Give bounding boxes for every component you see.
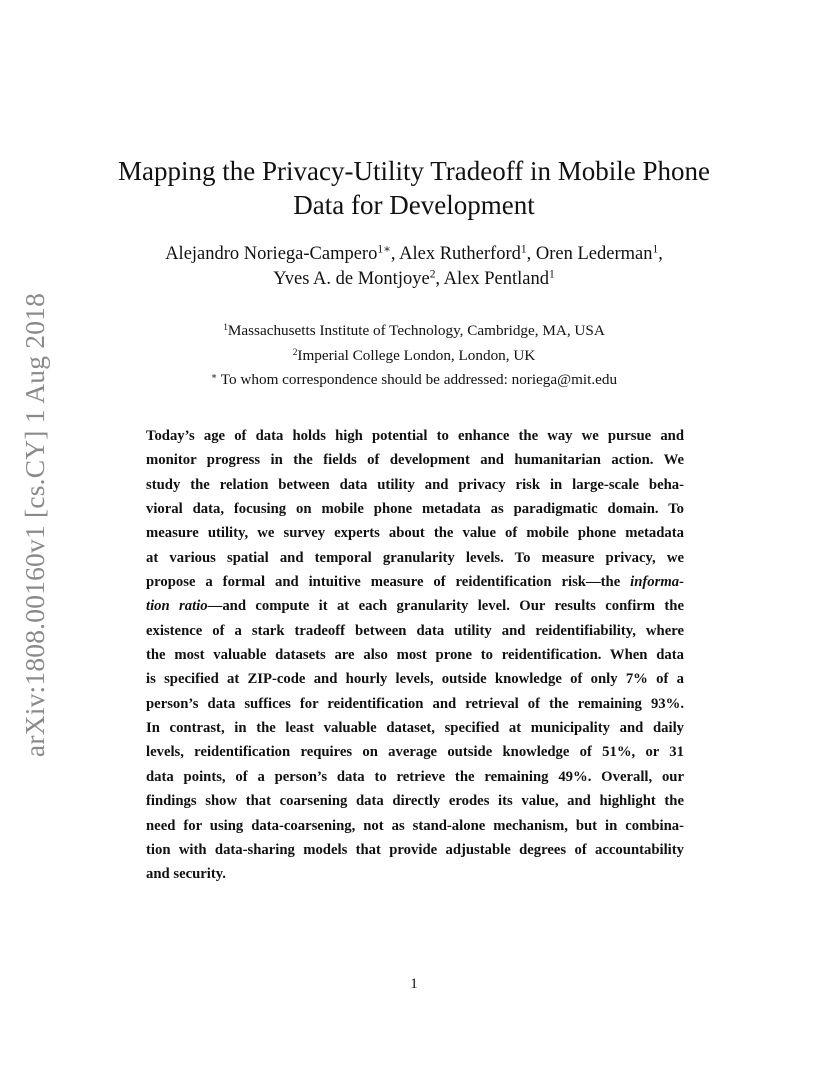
abstract-line: Today’s age of data holds high potential to enhance the way we pursue and bbox=[146, 428, 684, 444]
author-line-2 bbox=[80, 267, 748, 292]
abstract-line: vioral data, focusing on mobile phone metadata as paradigmatic domain. To bbox=[146, 501, 684, 518]
abstract bbox=[146, 424, 684, 887]
page-number: 1 bbox=[410, 976, 418, 992]
author-name: , Alex Rutherford bbox=[390, 244, 521, 264]
abstract-line: is specified at ZIP-code and hourly levels, outside knowledge of only 7% of a bbox=[146, 671, 684, 688]
title-line-1: Mapping the Privacy-Utility Tradeoff in Mobile Phone bbox=[118, 156, 710, 186]
abstract-line bbox=[146, 594, 684, 618]
correspondence-mark: ∗ bbox=[210, 371, 218, 382]
title-line-2: Data for Development bbox=[293, 190, 535, 220]
abstract-text: propose a formal and intuitive measure of reidentification risk—the bbox=[146, 574, 631, 591]
affiliations bbox=[80, 319, 748, 393]
abstract-line: findings show that coarsening data directly erodes its value, and highlight the bbox=[146, 793, 684, 810]
affiliation-1 bbox=[80, 319, 748, 344]
author-affiliation-mark: 1 bbox=[652, 243, 659, 256]
correspondence-note bbox=[80, 368, 748, 393]
author-name: , Alex Pentland bbox=[435, 269, 549, 289]
abstract-line: monitor progress in the fields of development and humanitarian action. We bbox=[146, 452, 684, 469]
abstract-emphasis: informa- bbox=[630, 574, 684, 591]
author-list bbox=[80, 242, 748, 292]
abstract-line: person’s data suffices for reidentification and retrieval of the remaining 93%. bbox=[146, 695, 684, 712]
abstract-line: measure utility, we survey experts about the value of mobile phone metadata bbox=[146, 525, 684, 542]
author-name: , Oren Lederman bbox=[526, 244, 653, 264]
abstract-line: need for using data-coarsening, not as stand-alone mechanism, but in combina- bbox=[146, 817, 684, 834]
abstract-line: levels, reidentification requires on average outside knowledge of 51%, or 31 bbox=[146, 744, 684, 761]
affiliation-text: Imperial College London, London, UK bbox=[297, 346, 536, 364]
abstract-line: and security. bbox=[146, 866, 226, 883]
author-name: Yves A. de Montjoye bbox=[273, 269, 430, 289]
abstract-line bbox=[146, 570, 684, 594]
author-name: Alejandro Noriega-Campero bbox=[165, 244, 378, 264]
abstract-line: data points, of a person’s data to retrieve the remaining 49%. Overall, our bbox=[146, 768, 684, 785]
abstract-line: In contrast, in the least valuable dataset, specified at municipality and daily bbox=[146, 720, 684, 737]
affiliation-text: Massachusetts Institute of Technology, Cambridge, MA, USA bbox=[227, 322, 605, 339]
author-affiliation-mark: 1 bbox=[548, 268, 555, 281]
affiliation-mark: 1 bbox=[223, 322, 228, 333]
author-affiliation-mark: 1 bbox=[520, 243, 527, 256]
abstract-line: study the relation between data utility and privacy risk in large-scale beha- bbox=[146, 476, 684, 493]
author-line-1 bbox=[80, 242, 748, 267]
abstract-line: existence of a stark tradeoff between data utility and reidentifiability, where bbox=[146, 622, 684, 639]
abstract-emphasis: tion ratio bbox=[146, 598, 208, 615]
affiliation-mark: 2 bbox=[292, 347, 298, 358]
author-affiliation-mark: 1∗ bbox=[377, 243, 391, 256]
abstract-line: the most valuable datasets are also most prone to reidentification. When data bbox=[146, 647, 684, 664]
abstract-line: at various spatial and temporal granularity levels. To measure privacy, we bbox=[146, 549, 684, 566]
arxiv-identifier-text: arXiv:1808.00160v1 [cs.CY] 1 Aug 2018 bbox=[19, 292, 50, 758]
abstract-text: —and compute it at each granularity level. Our results confirm the bbox=[207, 598, 684, 615]
author-separator: , bbox=[658, 244, 663, 264]
affiliation-2 bbox=[80, 344, 748, 369]
author-affiliation-mark: 2 bbox=[429, 268, 436, 281]
paper-title bbox=[80, 154, 748, 222]
correspondence-text: To whom correspondence should be addressed: noriega@mit.edu bbox=[217, 371, 618, 388]
abstract-line: tion with data-sharing models that provide adjustable degrees of accountability bbox=[146, 841, 684, 858]
